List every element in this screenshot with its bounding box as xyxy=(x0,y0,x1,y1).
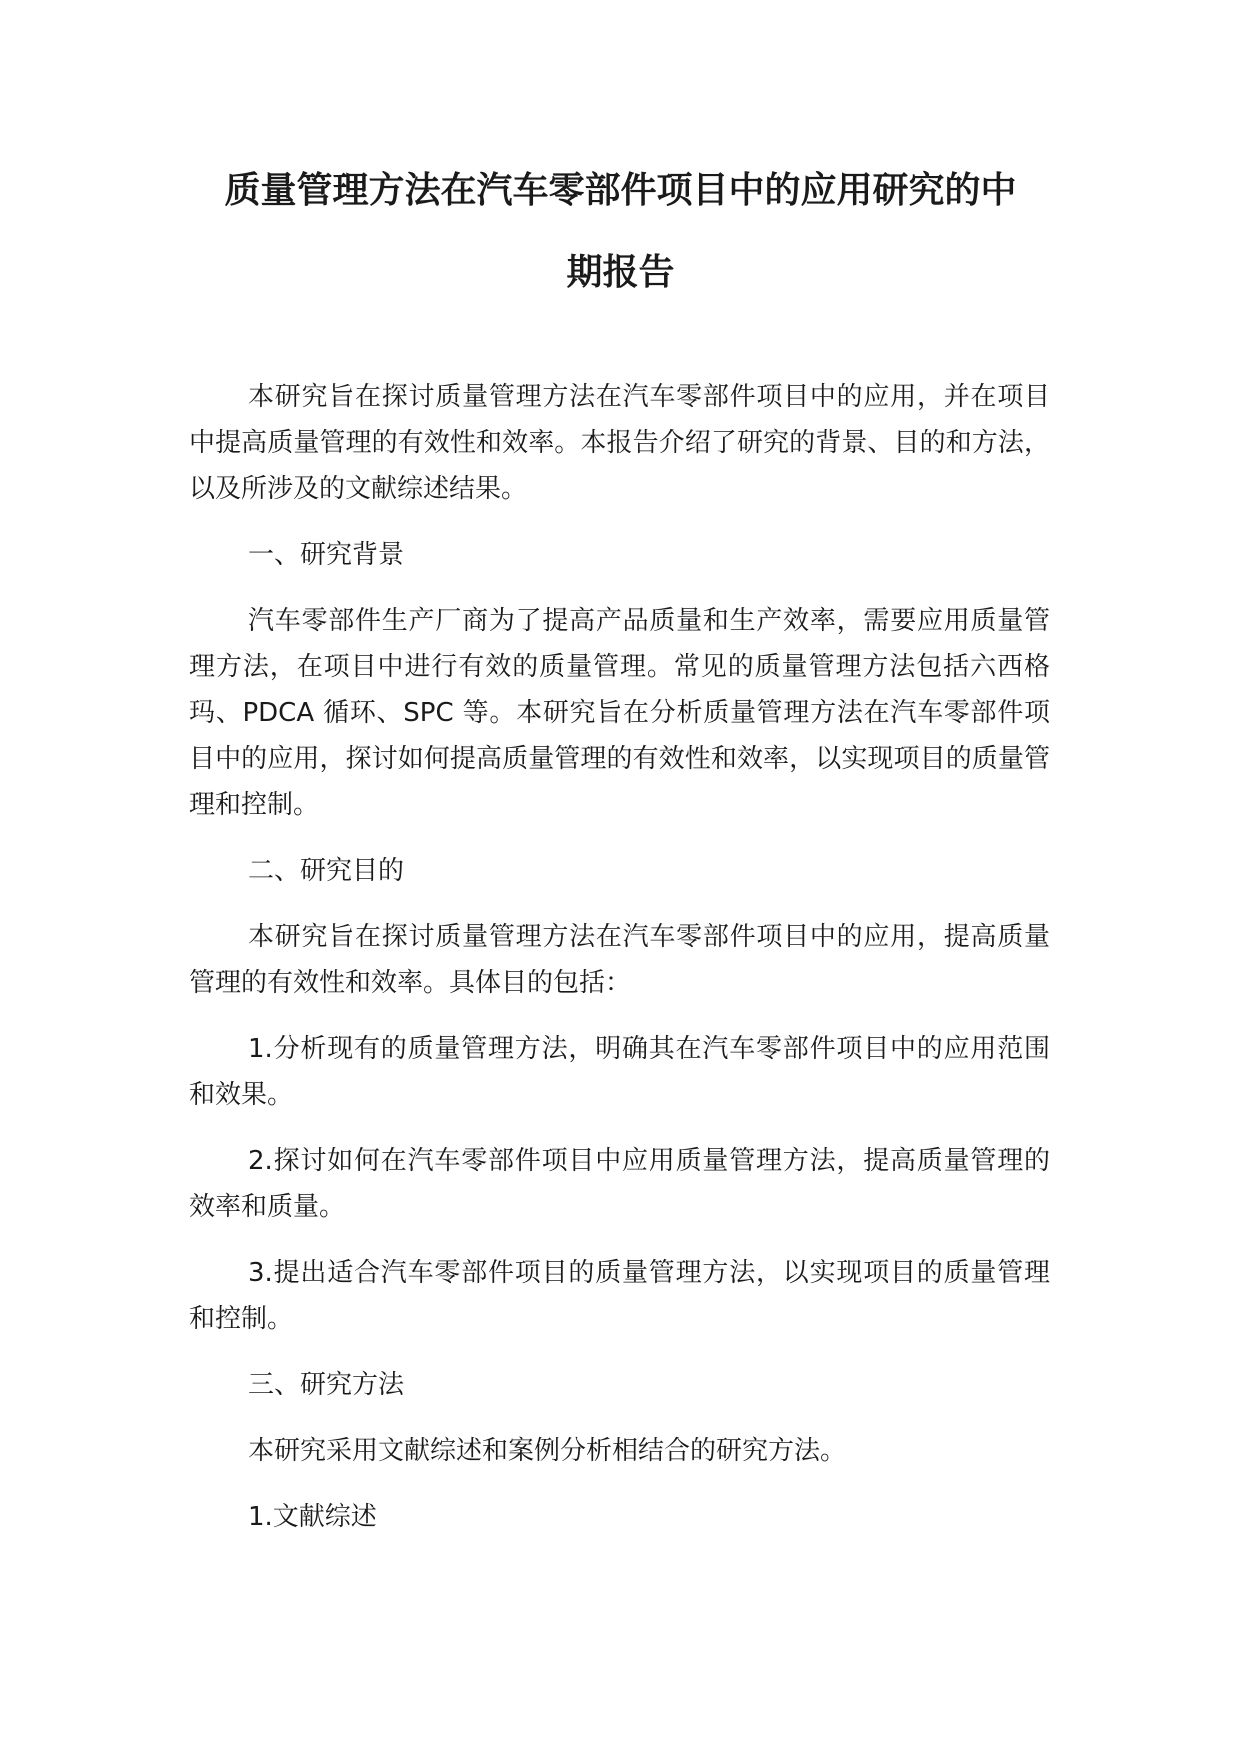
purpose-item-3: 3.提出适合汽车零部件项目的质量管理方法，以实现项目的质量管理和控制。 xyxy=(189,1258,1050,1334)
section-heading-purpose: 二、研究目的 xyxy=(248,856,405,886)
title-line-1: 质量管理方法在汽车零部件项目中的应用研究的中 xyxy=(224,170,1017,211)
document-body xyxy=(189,374,1050,1560)
purpose-paragraph: 本研究旨在探讨质量管理方法在汽车零部件项目中的应用，提高质量管理的有效性和效率。具体目的包括： xyxy=(189,922,1050,998)
purpose-item-2: 2.探讨如何在汽车零部件项目中应用质量管理方法，提高质量管理的效率和质量。 xyxy=(189,1146,1050,1222)
background-paragraph: 汽车零部件生产厂商为了提高产品质量和生产效率，需要应用质量管理方法，在项目中进行有效的质量管理。常见的质量管理方法包括六西格玛、PDCA 循环、SPC 等。本研究旨在分析质量管理方法在汽车零部件项目中的应用，探讨如何提高质量管理的有效性和效率，以实现项目的质量管理和控制。 xyxy=(189,606,1050,820)
method-paragraph: 本研究采用文献综述和案例分析相结合的研究方法。 xyxy=(248,1436,847,1466)
section-heading-background: 一、研究背景 xyxy=(248,540,405,570)
section-heading-method: 三、研究方法 xyxy=(248,1370,405,1400)
intro-paragraph: 本研究旨在探讨质量管理方法在汽车零部件项目中的应用，并在项目中提高质量管理的有效性和效率。本报告介绍了研究的背景、目的和方法，以及所涉及的文献综述结果。 xyxy=(189,382,1050,504)
method-item-1: 1.文献综述 xyxy=(248,1502,377,1532)
purpose-item-1: 1.分析现有的质量管理方法，明确其在汽车零部件项目中的应用范围和效果。 xyxy=(189,1034,1050,1110)
document-title xyxy=(190,150,1051,314)
title-line-2: 期报告 xyxy=(566,252,675,293)
